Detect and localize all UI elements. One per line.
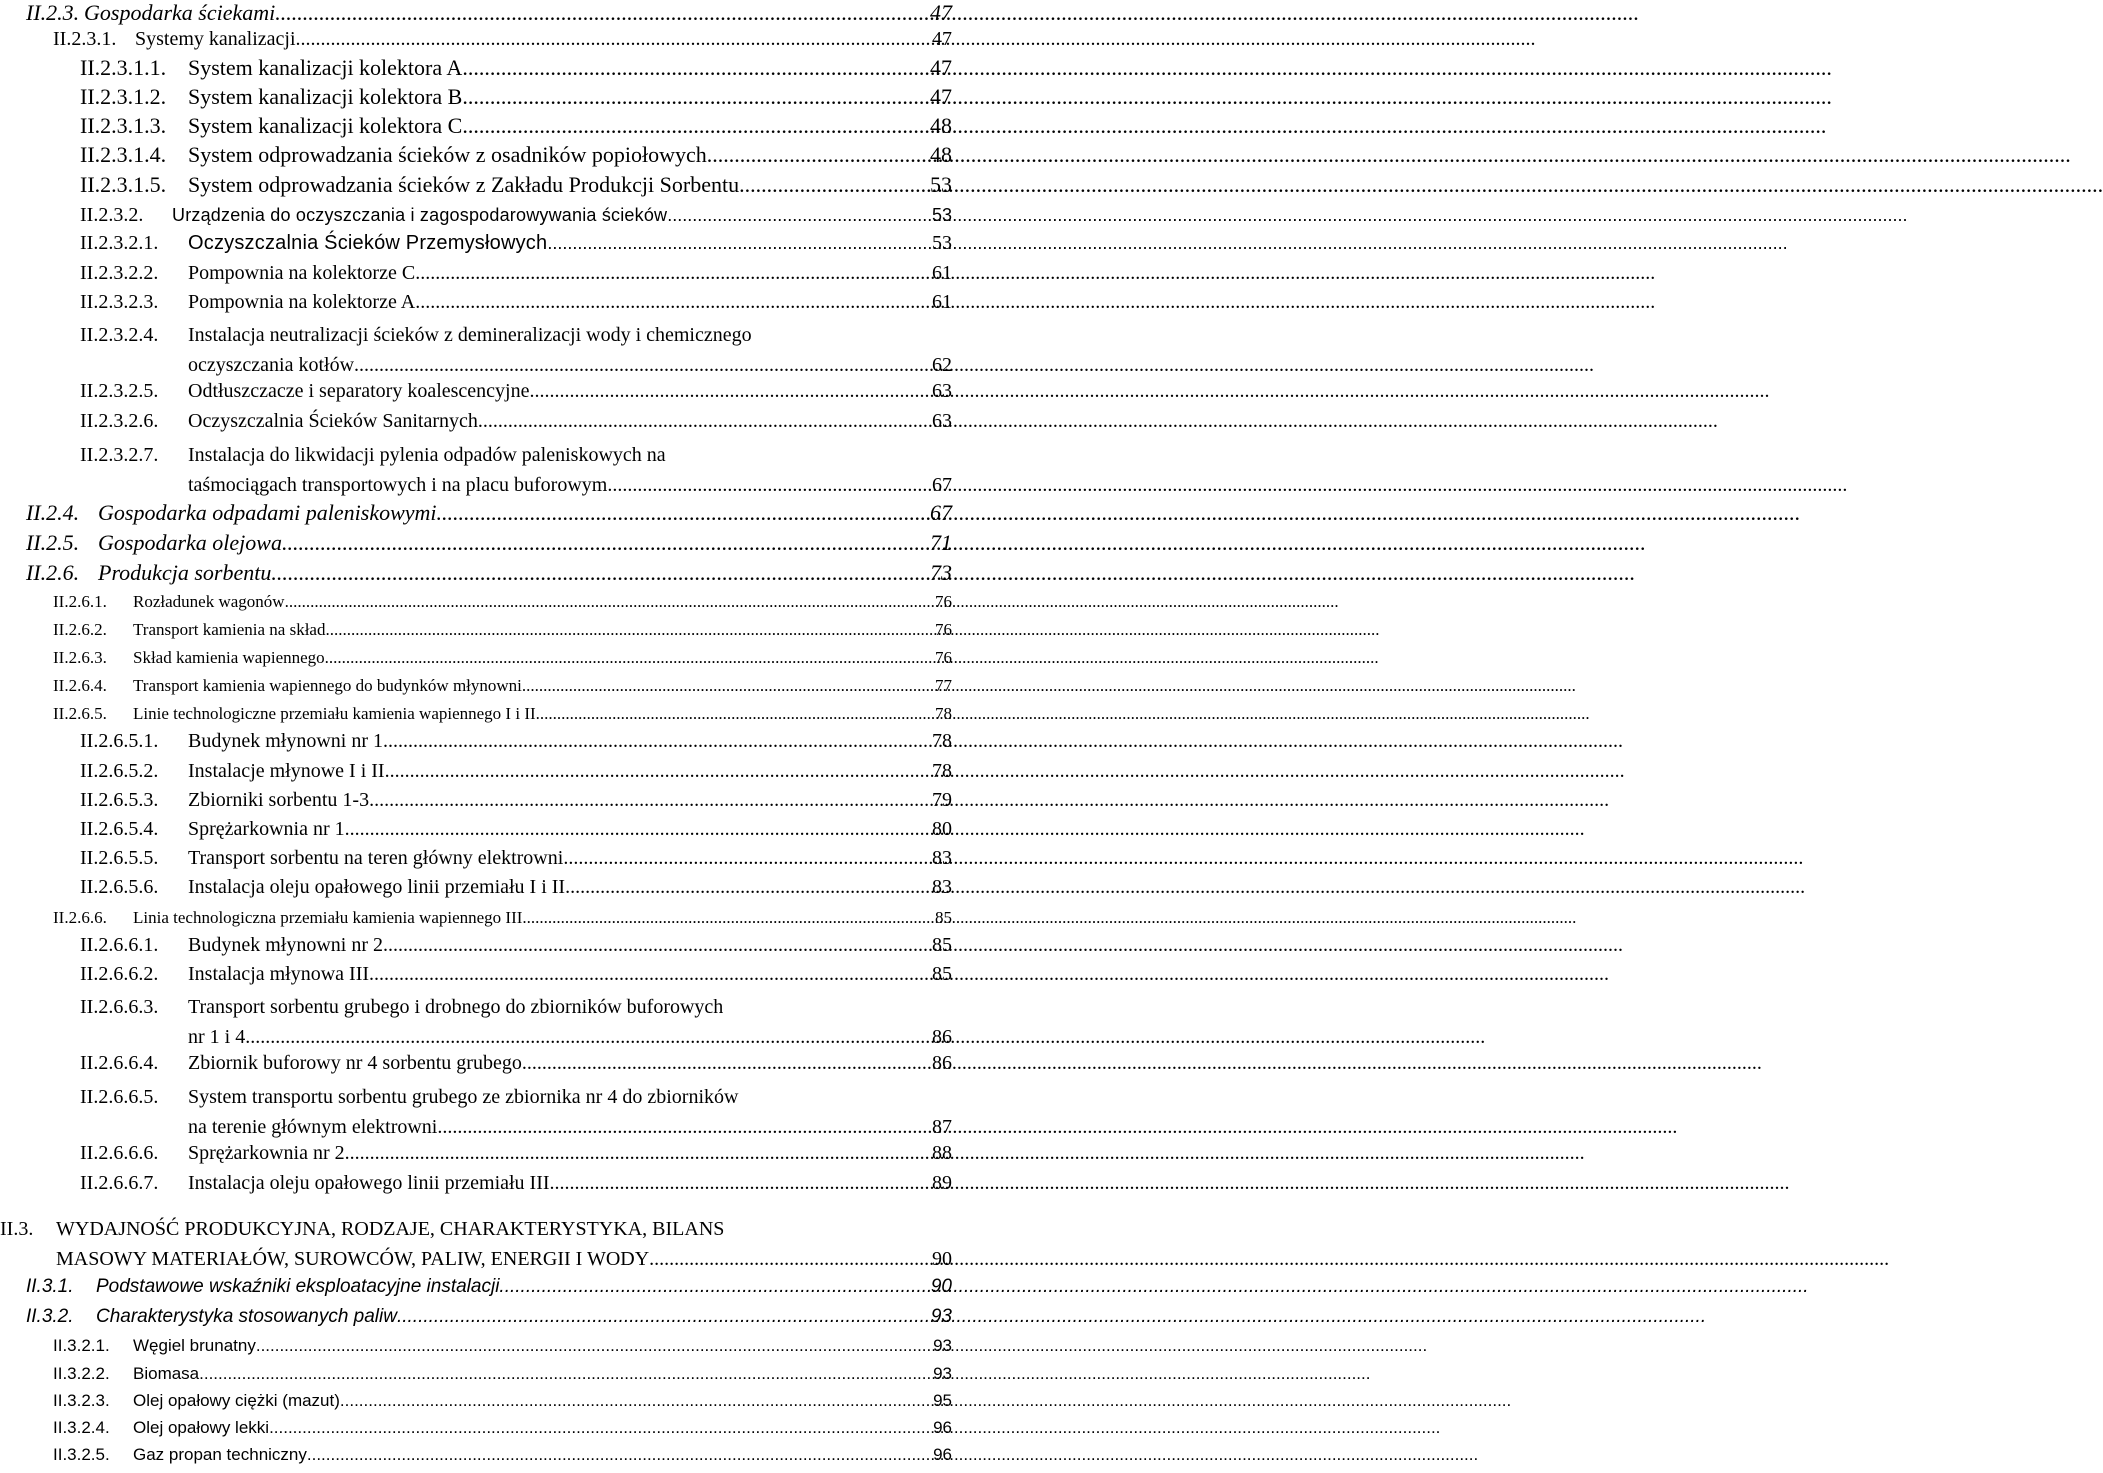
entry-title: System kanalizacji kolektora C [188, 113, 463, 138]
entry-page-number: 53 [930, 172, 952, 197]
entry-number: II.3.2.2. [53, 1364, 110, 1383]
dot-leader [256, 1336, 931, 1356]
entry-page-number: 93 [933, 1336, 952, 1355]
toc-entry [80, 172, 952, 198]
dot-leader [307, 1445, 931, 1465]
toc-entry [53, 1364, 952, 1384]
toc-entry [80, 232, 952, 255]
entry-title: Podstawowe wskaźniki eksploatacyjne instalacji [96, 1276, 500, 1297]
entry-page-number: 71 [930, 530, 952, 555]
entry-page-number: 93 [930, 1306, 952, 1327]
entry-page-number: 47 [930, 55, 952, 80]
entry-page-number: 80 [932, 818, 952, 840]
dot-leader [325, 648, 933, 668]
toc-entry [26, 560, 952, 586]
entry-title: Linie technologiczne przemiału kamienia wapiennego I i II [133, 704, 536, 723]
entry-number: II.2.3.2.6. [80, 410, 159, 432]
entry-title: Sprężarkownia nr 2 [188, 1142, 345, 1164]
dot-leader [522, 676, 933, 696]
entry-number: II.3.2.5. [53, 1445, 110, 1464]
dot-leader [522, 908, 933, 928]
entry-page-number: 83 [932, 847, 952, 869]
entry-number: II.2.6.6.1. [80, 934, 159, 956]
toc-entry [0, 1214, 952, 1274]
dot-leader [607, 470, 930, 500]
entry-title: Instalacja młynowa III [188, 963, 370, 985]
entry-page-number: 48 [930, 113, 952, 138]
entry-title: Transport sorbentu grubego i drobnego do zbiorników buforowych [188, 996, 724, 1018]
toc-entry [80, 380, 952, 403]
entry-number: II.2.6.5.6. [80, 876, 159, 898]
dot-leader [325, 620, 933, 640]
entry-number: II.2.3.1.2. [80, 84, 167, 109]
entry-number: II.2.6.2. [53, 620, 107, 639]
toc-entry [80, 1082, 952, 1142]
toc-entry [80, 789, 952, 812]
toc-entry [80, 876, 952, 899]
entry-number: II.2.3.1.1. [80, 55, 167, 80]
entry-title: Instalacja do likwidacji pylenia odpadów paleniskowych na [188, 444, 666, 466]
entry-number: II.2.3. [26, 0, 80, 25]
entry-page-number: 76 [935, 648, 952, 667]
entry-number: II.2.6.6. [53, 908, 107, 927]
entry-page-number: 85 [932, 934, 952, 956]
toc-entry [80, 410, 952, 433]
entry-number: II.2.6.6.4. [80, 1052, 159, 1074]
entry-title: WYDAJNOŚĆ PRODUKCYJNA, RODZAJE, CHARAKTERYSTYKA, BILANS [56, 1218, 725, 1240]
toc-entry [80, 1142, 952, 1165]
toc-entry [80, 934, 952, 957]
toc-entry [53, 1336, 952, 1356]
entry-title: Gospodarka ściekami [84, 0, 276, 25]
entry-title: Produkcja sorbentu [98, 560, 272, 585]
entry-title: Węgiel brunatny [133, 1336, 256, 1355]
toc-entry [53, 704, 952, 724]
entry-number: II.2.6.6.2. [80, 963, 159, 985]
toc-entry [53, 648, 952, 668]
entry-number: II.2.6.6.7. [80, 1172, 159, 1194]
entry-page-number: 89 [932, 1172, 952, 1194]
entry-number: II.2.6.5.3. [80, 789, 159, 811]
entry-page-number: 76 [935, 592, 952, 611]
dot-leader [345, 818, 930, 841]
dot-leader [345, 1142, 930, 1165]
dot-leader [415, 291, 930, 314]
dot-leader [437, 500, 928, 526]
entry-title: Biomasa [133, 1364, 200, 1383]
entry-page-number: 93 [933, 1364, 952, 1383]
entry-title: Instalacja neutralizacji ścieków z demineralizacji wody i chemicznego [188, 324, 752, 346]
dot-leader [385, 760, 930, 783]
dot-leader [245, 1022, 930, 1052]
entry-title: Zbiornik buforowy nr 4 sorbentu grubego [188, 1052, 522, 1074]
entry-number: II.2.3.1.3. [80, 113, 167, 138]
entry-title: Gaz propan techniczny [133, 1445, 307, 1464]
entry-title: Budynek młynowni nr 2 [188, 934, 383, 956]
entry-title: System kanalizacji kolektora B. [188, 84, 468, 109]
entry-number: II.2.3.1.5. [80, 172, 167, 197]
toc-entry [53, 908, 952, 928]
entry-page-number: 47 [930, 0, 952, 25]
entry-title: Pompownia na kolektorze C [188, 262, 416, 284]
entry-number: II.2.6.5.1. [80, 730, 159, 752]
toc-entry [80, 992, 952, 1052]
entry-page-number: 47 [932, 28, 952, 50]
dot-leader [563, 847, 930, 870]
entry-title: Olej opałowy lekki [133, 1418, 270, 1437]
dot-leader [285, 592, 933, 612]
entry-title: Transport sorbentu na teren główny elektrowni [188, 847, 564, 869]
entry-number: II.2.6.5. [53, 704, 107, 723]
entry-number: II.2.3.1. [53, 28, 117, 50]
entry-number: II.3.2. [26, 1306, 74, 1327]
entry-number: II.3. [0, 1218, 34, 1240]
toc-entry [80, 142, 952, 168]
toc-entry [80, 204, 952, 227]
entry-title-continued: na terenie głównym elektrowni [188, 1116, 438, 1138]
dot-leader [565, 876, 930, 899]
dot-leader [383, 730, 930, 753]
entry-page-number: 63 [932, 380, 952, 402]
entry-number: II.2.3.2.3. [80, 291, 159, 313]
dot-leader [468, 84, 928, 110]
entry-page-number: 86 [932, 1026, 952, 1048]
entry-number: II.3.1. [26, 1276, 74, 1297]
dot-leader [269, 1418, 931, 1438]
entry-page-number: 61 [932, 291, 952, 313]
toc-entry [80, 1052, 952, 1075]
entry-title: System kanalizacji kolektora A. [188, 55, 468, 80]
entry-title: Skład kamienia wapiennego [133, 648, 325, 667]
entry-page-number: 62 [932, 354, 952, 376]
entry-title: System transportu sorbentu grubego ze zbiornika nr 4 do zbiorników [188, 1086, 739, 1108]
dot-leader [271, 560, 928, 586]
dot-leader [296, 28, 930, 51]
entry-title: Charakterystyka stosowanych paliw [96, 1306, 397, 1327]
entry-title-continued: MASOWY MATERIAŁÓW, SUROWCÓW, PALIW, ENERGII I WODY [56, 1248, 650, 1270]
entry-title-continued: nr 1 i 4 [188, 1026, 246, 1048]
dot-leader [383, 934, 930, 957]
entry-title: Gospodarka olejowa [98, 530, 282, 555]
entry-page-number: 61 [932, 262, 952, 284]
dot-leader [478, 410, 930, 433]
toc-entry [53, 620, 952, 640]
entry-page-number: 90 [930, 1276, 952, 1297]
entry-page-number: 90 [932, 1248, 952, 1270]
entry-page-number: 73 [930, 560, 952, 585]
toc-entry [80, 963, 952, 986]
entry-page-number: 86 [932, 1052, 952, 1074]
entry-page-number: 79 [932, 789, 952, 811]
entry-page-number: 78 [932, 730, 952, 752]
entry-page-number: 48 [930, 142, 952, 167]
dot-leader [536, 704, 933, 724]
entry-title: Olej opałowy ciężki (mazut) [133, 1391, 340, 1410]
dot-leader [522, 1052, 930, 1075]
dot-leader [707, 142, 928, 168]
dot-leader [462, 113, 928, 139]
entry-page-number: 63 [932, 410, 952, 432]
entry-title: Oczyszczalnia Ścieków Sanitarnych [188, 410, 478, 432]
entry-page-number: 76 [935, 620, 952, 639]
toc-entry [80, 262, 952, 285]
entry-page-number: 78 [935, 704, 952, 723]
entry-page-number: 67 [930, 500, 952, 525]
entry-number: II.2.6.5.5. [80, 847, 159, 869]
entry-page-number: 95 [933, 1391, 952, 1410]
entry-number: II.3.2.1. [53, 1336, 110, 1355]
entry-number: II.2.3.2.7. [80, 444, 159, 466]
entry-title: Sprężarkownia nr 1 [188, 818, 345, 840]
entry-number: II.3.2.4. [53, 1418, 110, 1437]
entry-title: Zbiorniki sorbentu 1-3 [188, 789, 370, 811]
dot-leader [547, 233, 930, 254]
entry-title: System odprowadzania ścieków z Zakładu Produkcji Sorbentu [188, 172, 740, 197]
dot-leader [415, 262, 930, 285]
toc-entry [26, 0, 952, 26]
entry-number: II.2.3.2.2. [80, 262, 159, 284]
entry-page-number: 88 [932, 1142, 952, 1164]
toc-entry [80, 1172, 952, 1195]
dot-leader [275, 0, 928, 26]
dot-leader [550, 1172, 930, 1195]
dot-leader [739, 172, 928, 198]
entry-page-number: 85 [932, 963, 952, 985]
dot-leader [649, 1244, 930, 1274]
toc-entry [53, 1445, 952, 1465]
dot-leader [529, 380, 930, 403]
dot-leader [499, 1276, 928, 1298]
entry-page-number: 96 [933, 1445, 952, 1464]
entry-title-continued: taśmociągach transportowych i na placu buforowym [188, 474, 608, 496]
toc-entry [80, 760, 952, 783]
toc-entry [80, 291, 952, 314]
entry-page-number: 53 [932, 232, 952, 254]
entry-number: II.2.6.5.4. [80, 818, 159, 840]
toc-entry [80, 818, 952, 841]
toc-entry [26, 1306, 952, 1328]
entry-page-number: 67 [932, 474, 952, 496]
entry-title: Transport kamienia na skład [133, 620, 326, 639]
entry-number: II.2.3.2.5. [80, 380, 159, 402]
toc-entry [80, 55, 952, 81]
entry-number: II.2.6.3. [53, 648, 107, 667]
toc-entry [26, 1276, 952, 1298]
entry-title: Budynek młynowni nr 1 [188, 730, 383, 752]
entry-number: II.2.6. [26, 560, 80, 585]
toc-entry [53, 676, 952, 696]
dot-leader [437, 1112, 930, 1142]
entry-number: II.2.6.6.5. [80, 1086, 159, 1108]
dot-leader [354, 350, 930, 380]
entry-title: Urządzenia do oczyszczania i zagospodarowywania ścieków [172, 205, 668, 225]
entry-number: II.2.6.5.2. [80, 760, 159, 782]
entry-page-number: 85 [935, 908, 952, 927]
entry-number: II.2.3.2.1. [80, 232, 159, 254]
entry-title: Linia technologiczna przemiału kamienia wapiennego III [133, 908, 523, 927]
entry-title: Instalacja oleju opałowego linii przemiału I i II [188, 876, 566, 898]
toc-entry [53, 1418, 952, 1438]
toc-entry [53, 28, 952, 51]
toc-entry [80, 847, 952, 870]
entry-page-number: 96 [933, 1418, 952, 1437]
dot-leader [369, 963, 930, 986]
entry-title: Instalacje młynowe I i II [188, 760, 385, 782]
dot-leader [340, 1391, 931, 1411]
entry-title: Odtłuszczacze i separatory koalescencyjne [188, 380, 530, 402]
entry-page-number: 77 [935, 676, 952, 695]
entry-number: II.2.6.1. [53, 592, 107, 611]
toc-entry [80, 84, 952, 110]
entry-number: II.2.6.6.3. [80, 996, 159, 1018]
entry-title-continued: oczyszczania kotłów [188, 354, 355, 376]
entry-number: II.2.5. [26, 530, 80, 555]
entry-title: Rozładunek wagonów [133, 592, 285, 611]
dot-leader [369, 789, 930, 812]
entry-number: II.2.3.2. [80, 204, 144, 226]
toc-entry [80, 113, 952, 139]
entry-title: Transport kamienia wapiennego do budynków młynowni [133, 676, 522, 695]
dot-leader [667, 205, 930, 226]
dot-leader [468, 55, 928, 81]
entry-title: Oczyszczalnia Ścieków Przemysłowych [188, 232, 548, 254]
toc-entry [53, 1391, 952, 1411]
toc-entry [53, 592, 952, 612]
toc-entry [26, 500, 952, 526]
dot-leader [397, 1306, 929, 1328]
entry-title: Systemy kanalizacji [135, 28, 296, 50]
entry-title: Instalacja oleju opałowego linii przemiału III [188, 1172, 550, 1194]
entry-page-number: 83 [932, 876, 952, 898]
dot-leader [199, 1364, 931, 1384]
entry-title: Gospodarka odpadami paleniskowymi [98, 500, 437, 525]
entry-number: II.2.6.6.6. [80, 1142, 159, 1164]
entry-page-number: 78 [932, 760, 952, 782]
toc-entry [80, 320, 952, 380]
toc-entry [26, 530, 952, 556]
entry-page-number: 47 [930, 84, 952, 109]
entry-page-number: 87 [932, 1116, 952, 1138]
toc-entry [80, 730, 952, 753]
entry-number: II.2.6.4. [53, 676, 107, 695]
entry-title: System odprowadzania ścieków z osadników popiołowych [188, 142, 707, 167]
entry-number: II.2.3.2.4. [80, 324, 159, 346]
entry-title: Pompownia na kolektorze A [188, 291, 416, 313]
entry-page-number: 53 [931, 205, 952, 225]
entry-number: II.2.4. [26, 500, 80, 525]
entry-number: II.3.2.3. [53, 1391, 110, 1410]
dot-leader [282, 530, 928, 556]
entry-number: II.2.3.1.4. [80, 142, 167, 167]
toc-entry [80, 440, 952, 500]
